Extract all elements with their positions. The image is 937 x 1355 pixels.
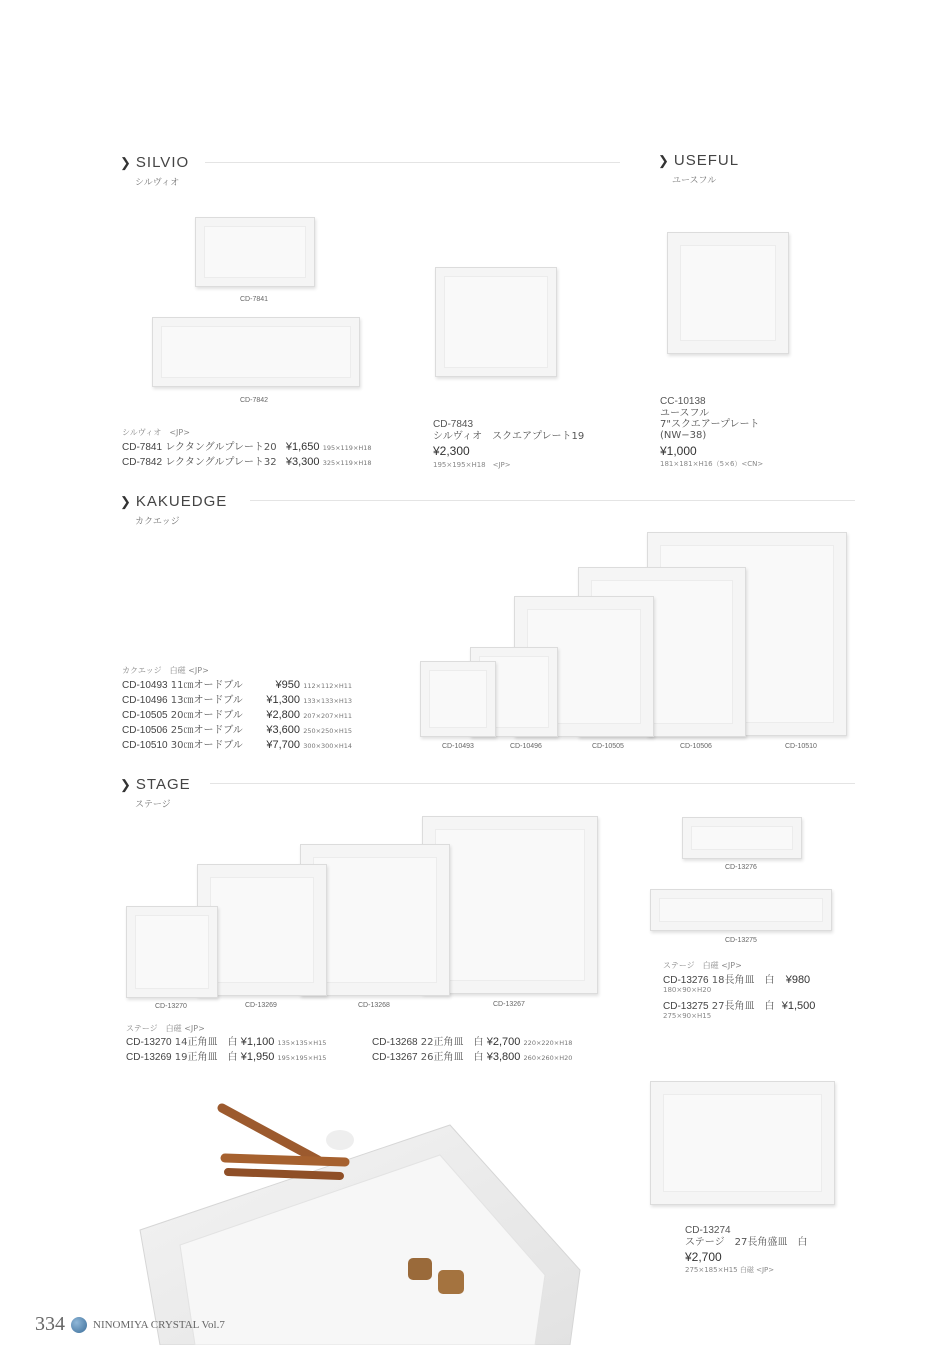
kakuedge-subtitle: カクエッジ bbox=[135, 517, 180, 527]
image-code-cd-10505: CD-10505 bbox=[592, 743, 624, 750]
stage-item-row-3: CD-13268 22正角皿 白 ¥2,700 220×220×H18 bbox=[372, 1036, 573, 1048]
useful-title: USEFUL bbox=[673, 152, 740, 169]
chevron-right-icon: ❯ bbox=[120, 155, 132, 170]
stage-rect-group-label: ステージ 白磁 <JP> bbox=[663, 961, 742, 970]
image-code-cd-10506: CD-10506 bbox=[680, 743, 712, 750]
page-number: 334 bbox=[35, 1313, 65, 1335]
list-item: CD-10496 13㎝オードブル ¥1,300 133×133×H13 bbox=[122, 694, 353, 706]
image-code-cd-7841: CD-7841 bbox=[240, 296, 269, 303]
list-item: CD-10506 25㎝オードブル ¥3,600 250×250×H15 bbox=[122, 724, 353, 736]
stage-rect-row-1: CD-13276 18長角皿 白 ¥980 bbox=[663, 974, 811, 986]
globe-icon bbox=[71, 1317, 87, 1333]
stage-item-row-1: CD-13270 14正角皿 白 ¥1,100 135×135×H15 bbox=[126, 1036, 327, 1048]
silvio-item-row-2: CD-7842 レクタングルプレート32 ¥3,300 325×119×H18 bbox=[122, 456, 372, 468]
useful-code: CC-10138 bbox=[660, 396, 706, 407]
stage-long-dim: 275×185×H15 白磁 <JP> bbox=[685, 1266, 775, 1274]
stage-long-code: CD-13274 bbox=[685, 1225, 731, 1236]
list-item: CD-10510 30㎝オードブル ¥7,700 300×300×H14 bbox=[122, 739, 353, 751]
silvio-square-price: ¥2,300 bbox=[433, 444, 470, 458]
useful-line-3: (NW−38) bbox=[660, 430, 707, 441]
useful-dim: 181×181×H16（5×6）<CN> bbox=[660, 460, 764, 468]
stage-item-row-4: CD-13267 26正角皿 白 ¥3,800 260×260×H20 bbox=[372, 1051, 573, 1063]
stage-rect-dim-2: 275×90×H15 bbox=[663, 1012, 712, 1020]
chevron-right-icon: ❯ bbox=[658, 153, 670, 168]
stage-rect-row-2: CD-13275 27長角皿 白 ¥1,500 bbox=[663, 1000, 816, 1012]
silvio-square-name: シルヴィオ スクエアプレート19 bbox=[433, 431, 585, 442]
kakuedge-item-list bbox=[122, 678, 352, 753]
plate-image-cd-7843 bbox=[435, 267, 557, 377]
useful-line-2: 7"スクエアープレート bbox=[660, 419, 760, 430]
image-code-cd-13270: CD-13270 bbox=[155, 1003, 187, 1010]
image-code-cd-13269: CD-13269 bbox=[245, 1002, 277, 1009]
plate-with-cinnamon-illustration bbox=[100, 1080, 620, 1345]
plate-image-cd-7841 bbox=[195, 217, 315, 287]
chevron-right-icon: ❯ bbox=[120, 777, 132, 792]
kakuedge-divider bbox=[250, 500, 855, 501]
stage-long-price: ¥2,700 bbox=[685, 1250, 722, 1264]
image-code-cd-10493: CD-10493 bbox=[442, 743, 474, 750]
page-footer bbox=[35, 1313, 225, 1336]
brand-name: NINOMIYA CRYSTAL Vol.7 bbox=[93, 1318, 225, 1331]
stage-divider bbox=[210, 783, 855, 784]
plate-image-cd-10493 bbox=[420, 661, 496, 737]
silvio-square-code: CD-7843 bbox=[433, 419, 474, 430]
silvio-subtitle: シルヴィオ bbox=[135, 178, 180, 188]
image-code-cd-10496: CD-10496 bbox=[510, 743, 542, 750]
list-item: CD-10505 20㎝オードブル ¥2,800 207×207×H11 bbox=[122, 709, 353, 721]
stage-long-name: ステージ 27長角盛皿 白 bbox=[685, 1237, 808, 1248]
plate-image-cd-13270 bbox=[126, 906, 218, 998]
stage-rect-dim-1: 180×90×H20 bbox=[663, 986, 712, 994]
image-code-cd-7842: CD-7842 bbox=[240, 397, 269, 404]
stage-item-row-2: CD-13269 19正角皿 白 ¥1,950 195×195×H15 bbox=[126, 1051, 327, 1063]
list-item: CD-10493 11㎝オードブル ¥950 112×112×H11 bbox=[122, 679, 353, 691]
silvio-section-title bbox=[120, 154, 189, 171]
useful-price: ¥1,000 bbox=[660, 444, 697, 458]
stage-subtitle: ステージ bbox=[135, 800, 171, 810]
chevron-right-icon: ❯ bbox=[120, 494, 132, 509]
image-code-cd-10510: CD-10510 bbox=[785, 743, 817, 750]
image-code-cd-13276: CD-13276 bbox=[725, 864, 757, 871]
plate-image-cc-10138 bbox=[667, 232, 789, 354]
useful-subtitle: ユースフル bbox=[672, 176, 717, 186]
silvio-divider bbox=[205, 162, 620, 163]
image-code-cd-13268: CD-13268 bbox=[358, 1002, 390, 1009]
silvio-title: SILVIO bbox=[135, 154, 190, 171]
product-lifestyle-photo bbox=[100, 1080, 620, 1345]
kakuedge-group-label: カクエッジ 白磁 <JP> bbox=[122, 666, 209, 675]
plate-image-cd-13275 bbox=[650, 889, 832, 931]
plate-image-cd-13276 bbox=[682, 817, 802, 859]
useful-section-title bbox=[658, 152, 739, 169]
plate-image-cd-7842 bbox=[152, 317, 360, 387]
useful-line-1: ユースフル bbox=[660, 408, 710, 419]
silvio-square-dim: 195×195×H18 <JP> bbox=[433, 461, 511, 469]
kakuedge-section-title bbox=[120, 493, 227, 510]
stage-group-label: ステージ 白磁 <JP> bbox=[126, 1024, 205, 1033]
silvio-item-row-1: CD-7841 レクタングルプレート20 ¥1,650 195×119×H18 bbox=[122, 441, 372, 453]
stage-title: STAGE bbox=[135, 776, 191, 793]
image-code-cd-13267: CD-13267 bbox=[493, 1001, 525, 1008]
plate-image-cd-13274 bbox=[650, 1081, 835, 1205]
kakuedge-title: KAKUEDGE bbox=[135, 493, 228, 510]
silvio-group-label: シルヴィオ <JP> bbox=[122, 428, 190, 437]
stage-section-title bbox=[120, 776, 191, 793]
image-code-cd-13275: CD-13275 bbox=[725, 937, 757, 944]
